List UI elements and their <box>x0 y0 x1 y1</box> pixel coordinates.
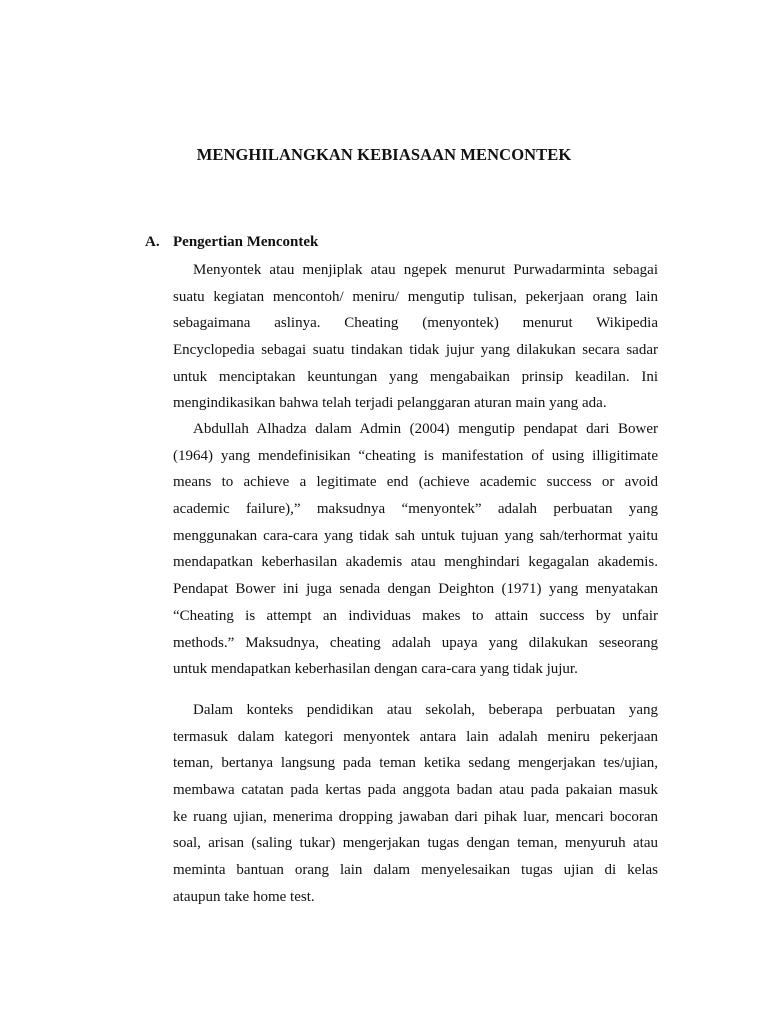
paragraph-line: “Cheating is attempt an individuas makes to attain success by unfair <box>173 607 658 624</box>
paragraph-line: ataupun take home test. <box>173 888 315 905</box>
paragraph-line: means to achieve a legitimate end (achieve academic success or avoid <box>173 474 658 491</box>
paragraph-line: menggunakan cara-cara yang tidak sah untuk tujuan yang sah/terhormat yaitu <box>173 527 658 544</box>
paragraph-line: ke ruang ujian, menerima dropping jawaban dari pihak luar, mencari bocoran <box>173 808 658 825</box>
paragraph-line: suatu kegiatan mencontoh/ meniru/ mengutip tulisan, pekerjaan orang lain <box>173 288 658 305</box>
paragraph-line: Dalam konteks pendidikan atau sekolah, beberapa perbuatan yang <box>193 702 658 718</box>
section-heading <box>145 234 318 251</box>
paragraph-line: mengindikasikan bahwa telah terjadi pelanggaran aturan main yang ada. <box>173 395 607 412</box>
section-title: Pengertian Mencontek <box>173 234 319 250</box>
paragraph-3 <box>173 697 658 911</box>
paragraph-line: mendapatkan keberhasilan akademis atau menghindari kegagalan akademis. <box>173 554 658 571</box>
paragraph-line: Menyontek atau menjiplak atau ngepek menurut Purwadarminta sebagai <box>193 262 658 278</box>
paragraph-line: Pendapat Bower ini juga senada dengan Deighton (1971) yang menyatakan <box>173 581 658 598</box>
paragraph-line: methods.” Maksudnya, cheating adalah upaya yang dilakukan seseorang <box>173 634 658 651</box>
paragraph-line: termasuk dalam kategori menyontek antara lain adalah meniru pekerjaan <box>173 728 658 745</box>
paragraph-line: Encyclopedia sebagai suatu tindakan tidak jujur yang dilakukan secara sadar <box>173 342 658 359</box>
paragraph-line: teman, bertanya langsung pada teman ketika sedang mengerjakan tes/ujian, <box>173 755 658 772</box>
paragraph-line: soal, arisan (saling tukar) mengerjakan tugas dengan teman, menyuruh atau <box>173 835 658 852</box>
paragraph-line: Abdullah Alhadza dalam Admin (2004) mengutip pendapat dari Bower <box>193 421 658 437</box>
paragraph-line: untuk menciptakan keuntungan yang mengabaikan prinsip keadilan. Ini <box>173 368 658 385</box>
paragraph-line: sebagaimana aslinya. Cheating (menyontek) menurut Wikipedia <box>173 315 658 332</box>
paragraph-line: academic failure),” maksudnya “menyontek” adalah perbuatan yang <box>173 501 658 518</box>
paragraph-1 <box>173 257 658 417</box>
document-title: MENGHILANGKAN KEBIASAAN MENCONTEK <box>196 145 572 164</box>
paragraph-2 <box>173 416 658 683</box>
section-number: A. <box>145 234 160 250</box>
paragraph-line: (1964) yang mendefinisikan “cheating is manifestation of using illigitimate <box>173 447 658 464</box>
paragraph-line: meminta bantuan orang lain dalam menyelesaikan tugas ujian di kelas <box>173 862 658 879</box>
paragraph-line: untuk mendapatkan keberhasilan dengan cara-cara yang tidak jujur. <box>173 661 578 678</box>
paragraph-line: membawa catatan pada kertas pada anggota badan atau pada pakaian masuk <box>173 782 658 799</box>
